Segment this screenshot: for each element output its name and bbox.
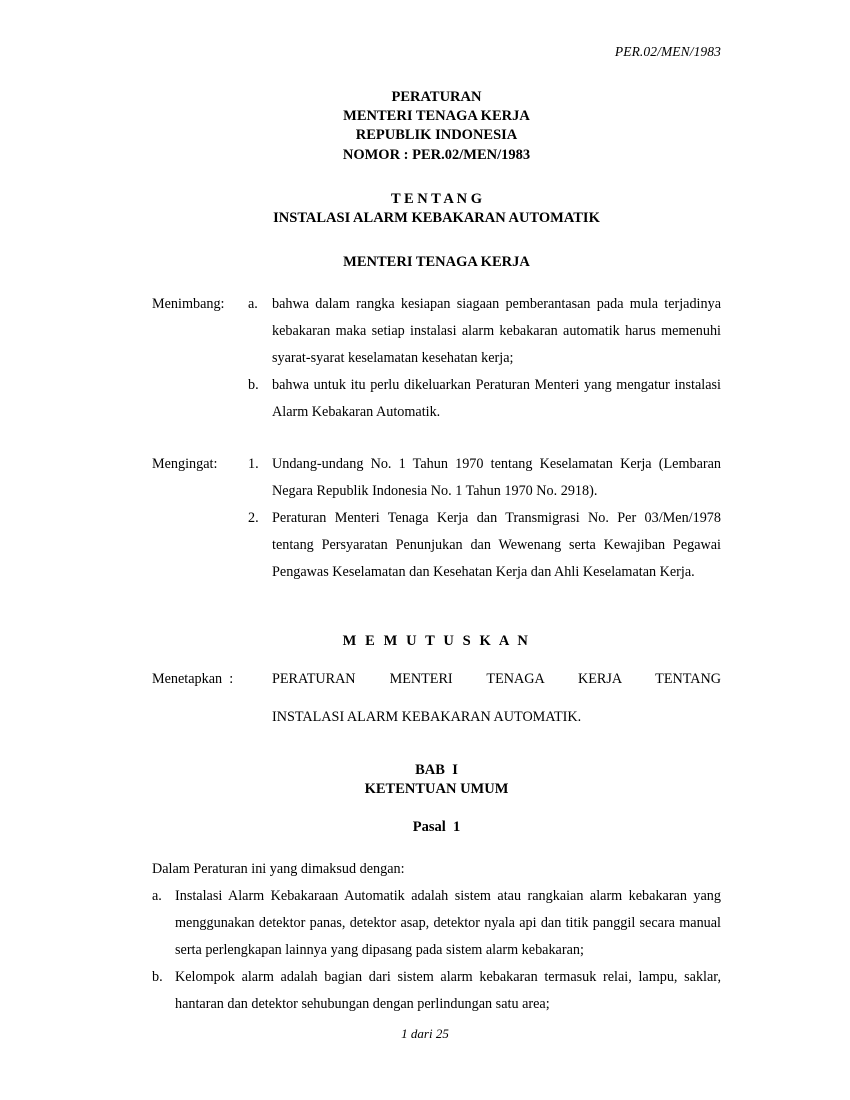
spacer	[152, 799, 721, 818]
pasal1-item	[152, 883, 721, 964]
item-marker: b.	[248, 376, 259, 393]
item-marker: b.	[152, 968, 163, 985]
issuing-authority: MENTERI TENAGA KERJA	[343, 253, 530, 270]
menimbang-item	[248, 372, 721, 426]
bab-title: KETENTUAN UMUM	[364, 780, 509, 797]
running-header: PER.02/MEN/1983	[614, 44, 721, 59]
spacer	[152, 651, 721, 670]
tentang-label: T E N T A N G	[390, 190, 483, 207]
spacer	[152, 837, 721, 856]
menetapkan-block	[152, 670, 721, 727]
spacer	[152, 228, 721, 253]
spacer	[152, 272, 721, 291]
menimbang-items	[248, 291, 721, 426]
title-line-nomor: NOMOR : PER.02/MEN/1983	[342, 146, 531, 163]
pasal-heading: Pasal 1	[412, 818, 461, 835]
page-footer: 1 dari 25	[401, 1026, 449, 1041]
title-line-republik: REPUBLIK INDONESIA	[355, 127, 518, 144]
document-subject: INSTALASI ALARM KEBAKARAN AUTOMATIK	[273, 209, 600, 226]
document-body	[152, 88, 721, 1018]
menetapkan-line-1: PERATURAN MENTERI TENAGA KERJA TENTANG	[272, 670, 721, 687]
spacer	[152, 426, 721, 451]
item-text: Instalasi Alarm Kebakaraan Automatik adalah sistem atau rangkaian alarm kebakaran yang menggunakan detektor panas, detektor asap, detektor nyala api dan titik panggil secara manual serta perlengkapan lainnya yang dipasang pada sistem alarm kebakaran;	[175, 887, 721, 958]
item-marker: a.	[248, 295, 258, 312]
pasal1-item	[152, 964, 721, 1018]
item-marker: a.	[152, 887, 162, 904]
spacer	[152, 165, 721, 190]
spacer	[152, 727, 721, 761]
spacer	[152, 586, 721, 632]
title-block	[152, 88, 721, 165]
mengingat-items	[248, 451, 721, 586]
mengingat-item	[248, 451, 721, 505]
title-line-peraturan: PERATURAN	[391, 89, 482, 105]
mengingat-label: Mengingat:	[152, 455, 218, 472]
menimbang-block	[152, 291, 721, 426]
bab-number: BAB I	[415, 761, 458, 778]
item-marker: 1.	[248, 455, 259, 472]
menetapkan-text	[272, 670, 721, 727]
item-text: Kelompok alarm adalah bagian dari sistem alarm kebakaran termasuk relai, lampu, saklar, hantaran dan detektor sehubungan dengan perlindungan satu area;	[175, 968, 721, 1012]
title-line-menteri: MENTERI TENAGA KERJA	[343, 108, 530, 125]
item-text: Undang-undang No. 1 Tahun 1970 tentang Keselamatan Kerja (Lembaran Negara Republik Indonesia No. 1 Tahun 1970 No. 2918).	[272, 455, 721, 499]
menetapkan-label: Menetapkan :	[152, 670, 234, 687]
menetapkan-line-2: INSTALASI ALARM KEBAKARAN AUTOMATIK.	[272, 708, 582, 725]
mengingat-block	[152, 451, 721, 586]
menimbang-label: Menimbang:	[152, 295, 225, 312]
pasal1-intro: Dalam Peraturan ini yang dimaksud dengan:	[152, 860, 405, 877]
item-marker: 2.	[248, 509, 259, 526]
mengingat-item	[248, 505, 721, 586]
memutuskan-heading: M E M U T U S K A N	[342, 632, 531, 649]
item-text: Peraturan Menteri Tenaga Kerja dan Transmigrasi No. Per 03/Men/1978 tentang Persyaratan Penunjukan dan Wewenang serta Kewajiban Pegawai Pengawas Keselamatan dan Kesehatan Kerja dan Ahli Keselamatan Kerja.	[272, 509, 721, 580]
item-text: bahwa dalam rangka kesiapan siagaan pemberantasan pada mula terjadinya kebakaran maka setiap instalasi alarm kebakaran automatik harus memenuhi syarat-syarat keselamatan kesehatan kerja;	[272, 295, 721, 366]
menimbang-item	[248, 291, 721, 372]
item-text: bahwa untuk itu perlu dikeluarkan Peraturan Menteri yang mengatur instalasi Alarm Kebakaran Automatik.	[272, 376, 721, 420]
